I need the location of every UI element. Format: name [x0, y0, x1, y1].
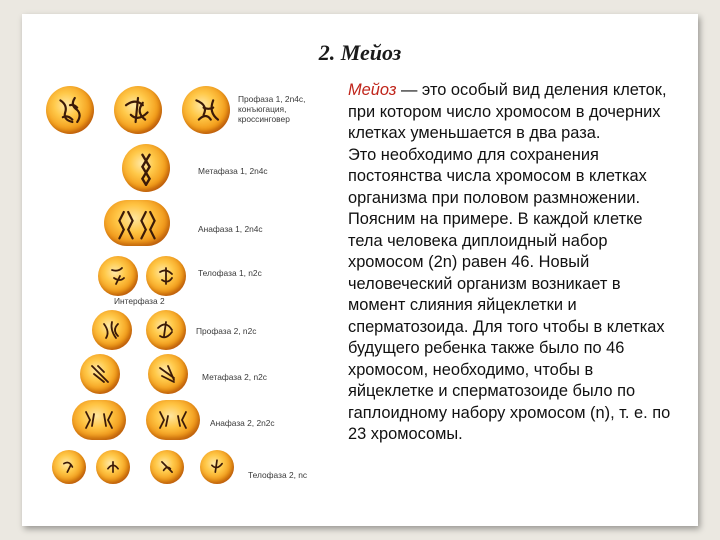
- cell-metaphase2-a: [80, 354, 120, 394]
- label-telophase2: Телофаза 2, nc: [248, 470, 308, 480]
- slide: [22, 14, 698, 526]
- label-metaphase1: Метафаза 1, 2n4c: [198, 166, 268, 176]
- cell-telophase2-d: [200, 450, 234, 484]
- cell-prophase2-b: [146, 310, 186, 350]
- cell-prophase1-c: [182, 86, 230, 134]
- definition-paragraph: [348, 80, 678, 145]
- label-anaphase2: Анафаза 2, 2n2c: [210, 418, 275, 428]
- cell-prophase1-a: [46, 86, 94, 134]
- cell-metaphase1: [122, 144, 170, 192]
- label-prophase1: Профаза 1, 2n4c, конъюгация, кроссинговер: [238, 94, 306, 124]
- cell-telophase2-a: [52, 450, 86, 484]
- cell-telophase1-a: [98, 256, 138, 296]
- cell-prophase1-b: [114, 86, 162, 134]
- cell-telophase1-b: [146, 256, 186, 296]
- cell-anaphase2-a: [72, 400, 126, 440]
- label-prophase2: Профаза 2, n2c: [196, 326, 257, 336]
- slide-title: 2. Мейоз: [318, 40, 402, 65]
- cell-anaphase1: [104, 200, 170, 246]
- label-telophase1: Телофаза 1, n2c: [198, 268, 262, 278]
- label-metaphase2: Метафаза 2, n2c: [202, 372, 267, 382]
- label-anaphase1: Анафаза 1, 2n4c: [198, 224, 263, 234]
- cell-telophase2-c: [150, 450, 184, 484]
- explanation-paragraph: Это необходимо для сохранения постоянства числа хромосом в клетках организма при половом размножении. Поясним на примере. В каждой клетке тела человека диплоидный набор хромосом (2n) равен 46. Новый человеческий организм возникает в момент слияния яйцеклетки и сперматозоида. Для того чтобы в клетках будущего ребенка также было по 46 хромосом, необходимо, чтобы в яйцеклетке и сперматозоиде было по гаплоидному набору хромосом (n), т. е. по 23 хромосомы.: [348, 145, 671, 443]
- label-interphase2: Интерфаза 2: [114, 296, 165, 306]
- cell-metaphase2-b: [148, 354, 188, 394]
- term-meiosis: Мейоз: [348, 81, 397, 99]
- definition-text: — это особый вид деления клеток, при котором число хромосом в дочерних клетках уменьшается в два раза.: [348, 81, 667, 142]
- cell-telophase2-b: [96, 450, 130, 484]
- cell-prophase2-a: [92, 310, 132, 350]
- body-text: [348, 80, 678, 446]
- cell-anaphase2-b: [146, 400, 200, 440]
